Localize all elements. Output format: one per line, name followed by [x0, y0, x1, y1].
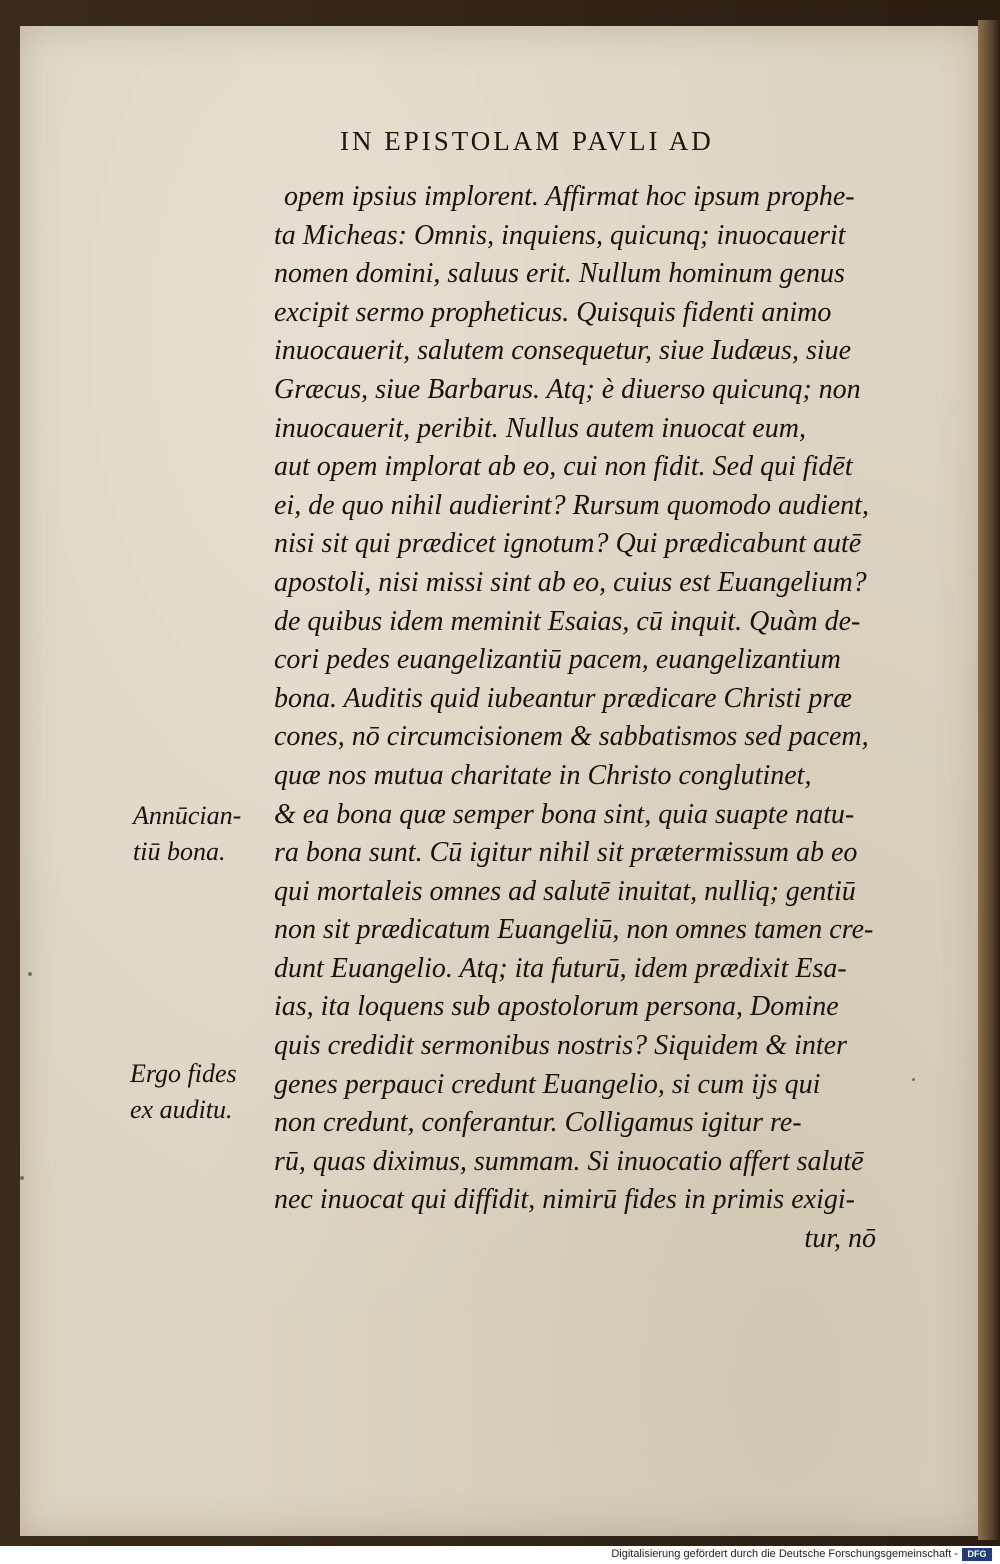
text-line: inuocauerit, peribit. Nullus autem inuocat eum,	[274, 412, 806, 444]
text-line: apostoli, nisi missi sint ab eo, cuius est Euangelium?	[274, 566, 867, 598]
marginal-note-line: Annūcian-	[133, 801, 242, 830]
text-line: non sit prædicatum Euangeliū, non omnes tamen cre-	[274, 914, 874, 946]
text-line: quis credidit sermonibus nostris? Siquidem & inter	[274, 1030, 847, 1062]
text-line: qui mortaleis omnes ad salutē inuitat, nulliq; gentiū	[274, 875, 856, 907]
text-line: excipit sermo propheticus. Quisquis fidenti animo	[274, 296, 832, 328]
text-line: cori pedes euangelizantiū pacem, euangelizantium	[274, 644, 841, 676]
marginal-note-line: tiū bona.	[133, 837, 226, 866]
text-line: nisi sit qui prædicet ignotum? Qui prædicabunt autē	[274, 528, 862, 560]
text-line: ra bona sunt. Cū igitur nihil sit prætermissum ab eo	[274, 837, 858, 869]
text-line: Græcus, siue Barbarus. Atq; è diuerso quicunq; non	[274, 373, 861, 405]
marginal-note	[130, 1056, 237, 1128]
paper-speck	[20, 1176, 24, 1180]
text-line: inuocauerit, salutem consequetur, siue Iudæus, siue	[274, 335, 852, 367]
marginal-note-line: ex auditu.	[130, 1095, 233, 1124]
funding-credit: Digitalisierung gefördert durch die Deutsche Forschungsgemeinschaft -	[611, 1548, 958, 1560]
dfg-logo: DFG	[962, 1548, 992, 1561]
text-line: & ea bona quæ semper bona sint, quia suapte natu-	[274, 798, 855, 830]
text-line: quæ nos mutua charitate in Christo conglutinet,	[274, 759, 812, 791]
text-line: ta Micheas: Omnis, inquiens, quicunq; inuocauerit	[274, 219, 846, 251]
page-edge	[978, 20, 1000, 1540]
paper-speck	[28, 972, 32, 976]
running-head: IN EPISTOLAM PAVLI AD	[340, 126, 714, 156]
text-line: de quibus idem meminit Esaias, cū inquit. Quàm de-	[274, 605, 861, 637]
main-text-block	[274, 178, 934, 1259]
text-line: aut opem implorat ab eo, cui non fidit. Sed qui fidēt	[274, 451, 853, 483]
text-line: bona. Auditis quid iubeantur prædicare Christi præ	[274, 682, 852, 714]
marginal-note-line: Ergo fides	[130, 1059, 237, 1088]
text-line: rū, quas diximus, summam. Si inuocatio affert salutē	[274, 1145, 864, 1177]
text-line: ias, ita loquens sub apostolorum persona, Domine	[274, 991, 839, 1023]
text-line: nec inuocat qui diffidit, nimirū fides in primis exigi-	[274, 1184, 855, 1216]
text-line: cones, nō circumcisionem & sabbatismos sed pacem,	[274, 721, 869, 753]
text-line: nomen domini, saluus erit. Nullum hominum genus	[274, 258, 845, 290]
catchword: tur, nō	[804, 1223, 876, 1255]
text-line: dunt Euangelio. Atq; ita futurū, idem prædixit Esa-	[274, 952, 847, 984]
text-line: non credunt, conferantur. Colligamus igitur re-	[274, 1107, 802, 1139]
text-line: ei, de quo nihil audierint? Rursum quomodo audient,	[274, 489, 869, 521]
marginal-note	[133, 798, 241, 870]
text-line: opem ipsius implorent. Affirmat hoc ipsum prophe-	[284, 181, 855, 212]
text-line: genes perpauci credunt Euangelio, si cum ijs qui	[274, 1068, 821, 1100]
